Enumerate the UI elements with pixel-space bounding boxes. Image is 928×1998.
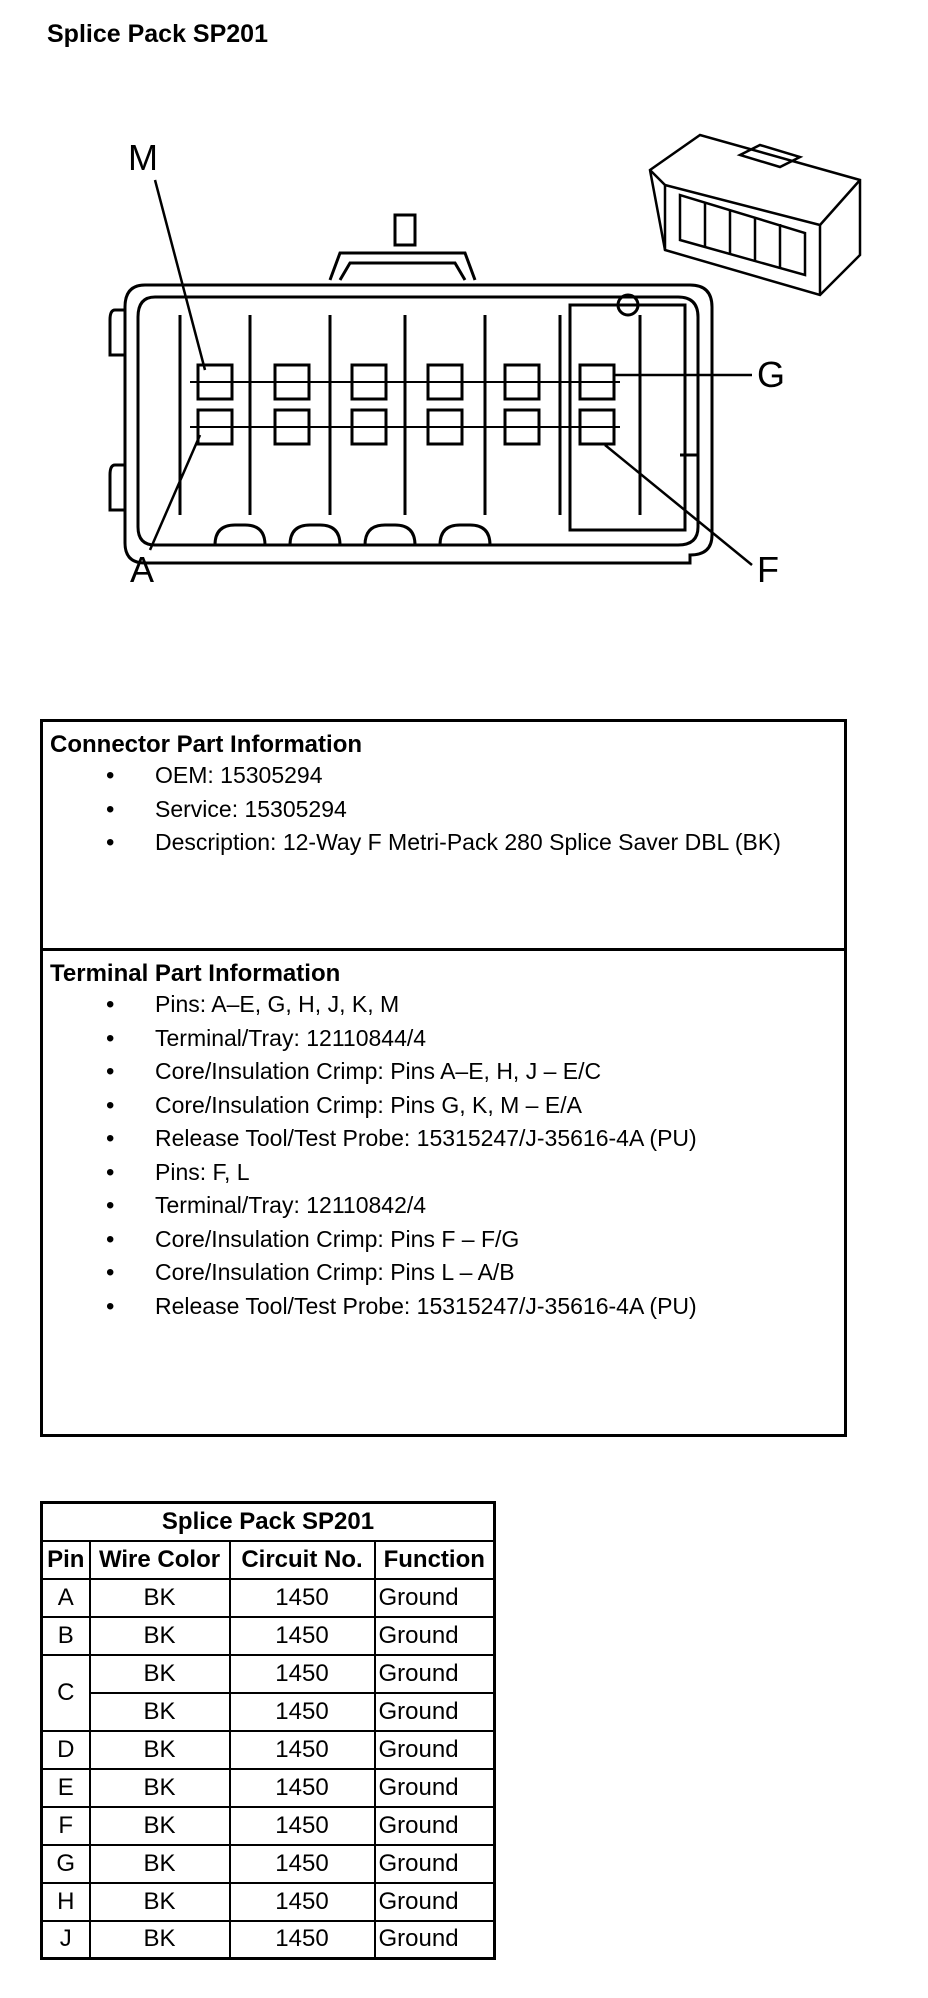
circuit-cell: 1450	[230, 1731, 375, 1769]
function-cell: Ground	[375, 1769, 495, 1807]
function-cell: Ground	[375, 1579, 495, 1617]
wire-color-cell: BK	[90, 1883, 230, 1921]
list-item: • Release Tool/Test Probe: 15315247/J-35616-4A (PU)	[50, 1290, 844, 1324]
table-row	[42, 1845, 495, 1883]
pin-cell: J	[42, 1921, 90, 1959]
part-info-box	[40, 719, 847, 1437]
circuit-cell: 1450	[230, 1693, 375, 1731]
callout-g: G	[757, 354, 786, 395]
function-cell: Ground	[375, 1731, 495, 1769]
pin-cell: G	[42, 1845, 90, 1883]
function-cell: Ground	[375, 1807, 495, 1845]
connector-part-section	[43, 731, 844, 951]
wire-color-cell: BK	[90, 1921, 230, 1959]
circuit-cell: 1450	[230, 1655, 375, 1693]
circuit-cell: 1450	[230, 1617, 375, 1655]
function-cell: Ground	[375, 1617, 495, 1655]
wire-color-cell: BK	[90, 1579, 230, 1617]
table-row	[42, 1655, 495, 1693]
wire-color-cell: BK	[90, 1807, 230, 1845]
connector-diagram	[0, 125, 928, 645]
pin-cell: C	[42, 1655, 90, 1731]
table-row	[42, 1693, 495, 1731]
pin-cell: D	[42, 1731, 90, 1769]
list-item: • Release Tool/Test Probe: 15315247/J-35616-4A (PU)	[50, 1122, 844, 1156]
function-cell: Ground	[375, 1845, 495, 1883]
wire-color-cell: BK	[90, 1731, 230, 1769]
callout-f: F	[757, 549, 779, 590]
terminal-part-section	[43, 960, 844, 1323]
connector-part-list	[50, 759, 844, 860]
table-row	[42, 1617, 495, 1655]
pin-cell: A	[42, 1579, 90, 1617]
list-item: • Core/Insulation Crimp: Pins F – F/G	[50, 1223, 844, 1257]
table-title: Splice Pack SP201	[42, 1503, 495, 1541]
table-row	[42, 1731, 495, 1769]
callout-a: A	[130, 549, 155, 590]
terminal-part-list-2	[50, 1156, 844, 1324]
circuit-cell: 1450	[230, 1921, 375, 1959]
circuit-cell: 1450	[230, 1883, 375, 1921]
list-item: • Pins: F, L	[50, 1156, 844, 1190]
list-item: • Core/Insulation Crimp: Pins G, K, M – E/A	[50, 1089, 844, 1123]
connector-part-heading: Connector Part Information	[50, 731, 363, 758]
circuit-cell: 1450	[230, 1807, 375, 1845]
table-row	[42, 1883, 495, 1921]
pin-cell: E	[42, 1769, 90, 1807]
list-item: • Service: 15305294	[50, 793, 844, 827]
splice-pack-table	[40, 1501, 496, 1960]
terminal-part-heading: Terminal Part Information	[50, 960, 341, 987]
wire-color-cell: BK	[90, 1845, 230, 1883]
wire-color-cell: BK	[90, 1655, 230, 1693]
header-pin: Pin	[42, 1541, 90, 1579]
function-cell: Ground	[375, 1655, 495, 1693]
header-wire-color: Wire Color	[90, 1541, 230, 1579]
function-cell: Ground	[375, 1883, 495, 1921]
table-row	[42, 1807, 495, 1845]
list-item: • Terminal/Tray: 12110842/4	[50, 1189, 844, 1223]
wire-color-cell: BK	[90, 1769, 230, 1807]
table-row	[42, 1579, 495, 1617]
header-circuit-no: Circuit No.	[230, 1541, 375, 1579]
wire-color-cell: BK	[90, 1617, 230, 1655]
circuit-cell: 1450	[230, 1845, 375, 1883]
table-row	[42, 1921, 495, 1959]
table-row	[42, 1769, 495, 1807]
circuit-cell: 1450	[230, 1579, 375, 1617]
header-function: Function	[375, 1541, 495, 1579]
function-cell: Ground	[375, 1693, 495, 1731]
list-item: • Pins: A–E, G, H, J, K, M	[50, 988, 844, 1022]
wire-color-cell: BK	[90, 1693, 230, 1731]
terminal-part-list-1	[50, 988, 844, 1156]
page-title: Splice Pack SP201	[47, 20, 268, 48]
circuit-cell: 1450	[230, 1769, 375, 1807]
pin-cell: H	[42, 1883, 90, 1921]
list-item: • Core/Insulation Crimp: Pins L – A/B	[50, 1256, 844, 1290]
function-cell: Ground	[375, 1921, 495, 1959]
pin-cell: B	[42, 1617, 90, 1655]
pin-cell: F	[42, 1807, 90, 1845]
list-item: • OEM: 15305294	[50, 759, 844, 793]
list-item: • Core/Insulation Crimp: Pins A–E, H, J – E/C	[50, 1055, 844, 1089]
callout-m: M	[128, 137, 158, 178]
list-item: • Description: 12-Way F Metri-Pack 280 Splice Saver DBL (BK)	[50, 826, 844, 860]
list-item: • Terminal/Tray: 12110844/4	[50, 1022, 844, 1056]
